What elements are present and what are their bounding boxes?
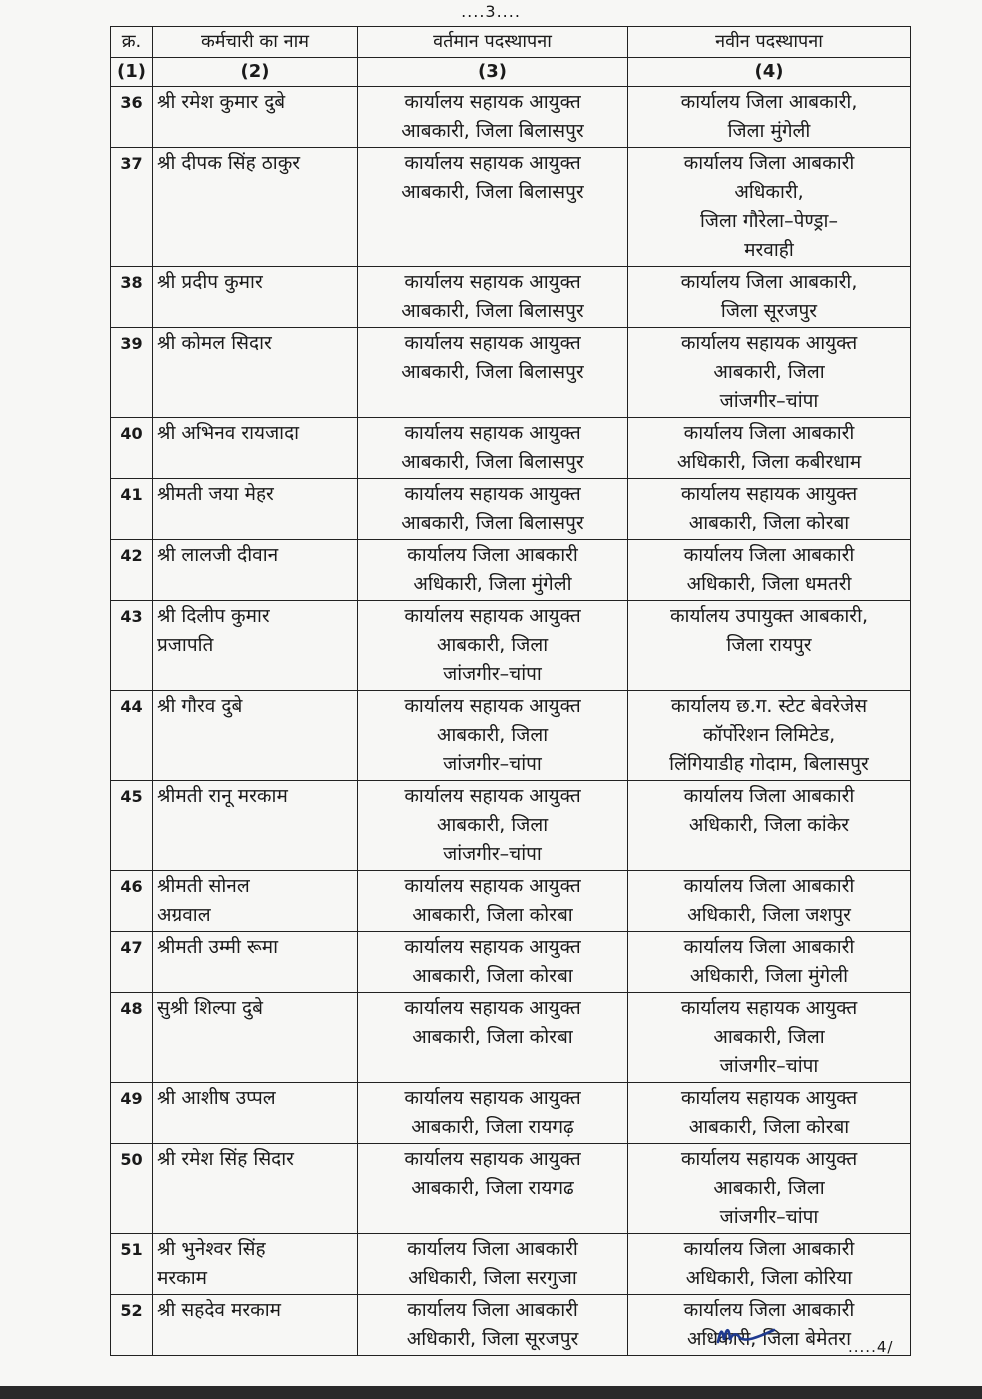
new-posting: [628, 1144, 911, 1234]
current-posting-line: आबकारी, जिला कोरबा: [412, 965, 573, 987]
serial-number: 48: [111, 993, 153, 1083]
new-posting-line: जिला रायपुर: [726, 634, 812, 656]
current-posting-line: कार्यालय सहायक आयुक्त: [404, 483, 581, 505]
employee-name: [153, 1144, 358, 1234]
current-posting: [358, 267, 628, 328]
new-posting: [628, 267, 911, 328]
employee-name-line: सुश्री शिल्पा दुबे: [157, 997, 263, 1019]
employee-name-line: श्री प्रदीप कुमार: [157, 271, 263, 293]
current-posting: [358, 540, 628, 601]
current-posting-line: कार्यालय सहायक आयुक्त: [404, 1148, 581, 1170]
employee-name: [153, 267, 358, 328]
new-posting-line: कार्यालय जिला आबकारी,: [680, 91, 858, 113]
header-sno: क्र.: [111, 27, 153, 58]
current-posting-line: आबकारी, जिला: [436, 724, 549, 746]
table-header-row: [111, 27, 911, 58]
current-posting-line: आबकारी, जिला बिलासपुर: [401, 120, 584, 142]
employee-name: [153, 418, 358, 479]
current-posting-line: कार्यालय सहायक आयुक्त: [404, 936, 581, 958]
current-posting-line: कार्यालय सहायक आयुक्त: [404, 271, 581, 293]
new-posting-line: जांजगीर–चांपा: [719, 1055, 819, 1077]
new-posting-line: कार्यालय जिला आबकारी: [683, 1299, 855, 1321]
current-posting-line: आबकारी, जिला: [436, 634, 549, 656]
current-posting-line: आबकारी, जिला: [436, 814, 549, 836]
new-posting-line: जिला गौरेला–पेण्ड्रा–: [700, 210, 838, 232]
employee-name-line: श्रीमती जया मेहर: [157, 483, 274, 505]
new-posting: [628, 540, 911, 601]
new-posting: [628, 871, 911, 932]
table-row: [111, 691, 911, 781]
new-posting-line: कार्यालय सहायक आयुक्त: [680, 997, 858, 1019]
new-posting-line: कार्यालय उपायुक्त आबकारी,: [669, 605, 869, 627]
current-posting-line: कार्यालय सहायक आयुक्त: [404, 695, 581, 717]
new-posting: [628, 87, 911, 148]
employee-name: [153, 781, 358, 871]
employee-name: [153, 993, 358, 1083]
employee-name-line: मरकाम: [157, 1267, 208, 1289]
current-posting: [358, 932, 628, 993]
new-posting-line: कार्यालय जिला आबकारी: [683, 875, 855, 897]
new-posting: [628, 781, 911, 871]
current-posting-line: कार्यालय सहायक आयुक्त: [404, 605, 581, 627]
employee-name: [153, 1234, 358, 1295]
column-number: (4): [628, 58, 911, 87]
current-posting: [358, 691, 628, 781]
new-posting-line: अधिकारी, जिला कबीरधाम: [676, 451, 862, 473]
serial-number: 43: [111, 601, 153, 691]
serial-number: 46: [111, 871, 153, 932]
current-posting-line: कार्यालय जिला आबकारी: [407, 544, 578, 566]
new-posting: [628, 691, 911, 781]
current-posting: [358, 479, 628, 540]
employee-name-line: श्री दीपक सिंह ठाकुर: [157, 152, 301, 174]
current-posting-line: कार्यालय सहायक आयुक्त: [404, 422, 581, 444]
new-posting-line: अधिकारी, जिला जशपुर: [687, 904, 851, 926]
new-posting-line: कार्यालय सहायक आयुक्त: [680, 332, 858, 354]
column-number: (1): [111, 58, 153, 87]
current-posting-line: अधिकारी, जिला मुंगेली: [413, 573, 572, 595]
current-posting: [358, 1295, 628, 1356]
new-posting-line: जांजगीर–चांपा: [719, 390, 819, 412]
next-page-marker: .....4/: [848, 1338, 894, 1356]
current-posting: [358, 1144, 628, 1234]
current-posting-line: कार्यालय जिला आबकारी: [407, 1238, 578, 1260]
new-posting: [628, 148, 911, 267]
header-employee-name: कर्मचारी का नाम: [153, 27, 358, 58]
transfer-table: [110, 26, 911, 1356]
table-row: [111, 1144, 911, 1234]
new-posting-line: आबकारी, जिला: [713, 361, 825, 383]
current-posting-line: आबकारी, जिला बिलासपुर: [401, 300, 584, 322]
table-row: [111, 87, 911, 148]
new-posting-line: कार्यालय जिला आबकारी: [683, 422, 855, 444]
new-posting-line: अधिकारी, जिला धमतरी: [686, 573, 852, 595]
employee-name-line: अग्रवाल: [157, 904, 211, 926]
current-posting-line: आबकारी, जिला बिलासपुर: [401, 361, 584, 383]
table-row: [111, 601, 911, 691]
new-posting-line: कार्यालय जिला आबकारी: [683, 544, 855, 566]
table-row: [111, 148, 911, 267]
serial-number: 51: [111, 1234, 153, 1295]
employee-name-line: श्री रमेश सिंह सिदार: [157, 1148, 294, 1170]
new-posting-line: लिंगियाडीह गोदाम, बिलासपुर: [669, 753, 869, 775]
current-posting: [358, 418, 628, 479]
serial-number: 36: [111, 87, 153, 148]
current-posting-line: अधिकारी, जिला सरगुजा: [408, 1267, 577, 1289]
employee-name: [153, 87, 358, 148]
column-number-row: [111, 58, 911, 87]
current-posting-line: कार्यालय सहायक आयुक्त: [404, 785, 581, 807]
current-posting: [358, 993, 628, 1083]
current-posting-line: जांजगीर–चांपा: [443, 663, 542, 685]
new-posting-line: आबकारी, जिला कोरबा: [688, 512, 850, 534]
new-posting-line: आबकारी, जिला: [713, 1177, 825, 1199]
current-posting: [358, 1083, 628, 1144]
employee-name-line: श्री भुनेश्वर सिंह: [157, 1238, 266, 1260]
employee-name-line: श्रीमती रानू मरकाम: [157, 785, 288, 807]
new-posting: [628, 418, 911, 479]
serial-number: 47: [111, 932, 153, 993]
new-posting-line: अधिकारी, जिला कोरिया: [685, 1267, 853, 1289]
serial-number: 49: [111, 1083, 153, 1144]
new-posting: [628, 1083, 911, 1144]
new-posting: [628, 993, 911, 1083]
new-posting-line: मरवाही: [744, 239, 794, 261]
current-posting-line: कार्यालय सहायक आयुक्त: [404, 91, 581, 113]
table-row: [111, 267, 911, 328]
new-posting-line: कार्यालय जिला आबकारी: [683, 1238, 855, 1260]
table-row: [111, 871, 911, 932]
new-posting: [628, 932, 911, 993]
current-posting: [358, 328, 628, 418]
current-posting: [358, 148, 628, 267]
table-row: [111, 781, 911, 871]
employee-name: [153, 871, 358, 932]
new-posting-line: जिला सूरजपुर: [720, 300, 818, 322]
employee-name: [153, 691, 358, 781]
employee-name: [153, 1295, 358, 1356]
employee-name-line: प्रजापति: [157, 634, 214, 656]
new-posting-line: कार्यालय सहायक आयुक्त: [680, 1087, 858, 1109]
serial-number: 38: [111, 267, 153, 328]
employee-name-line: श्री कोमल सिदार: [157, 332, 272, 354]
current-posting: [358, 871, 628, 932]
new-posting: [628, 1234, 911, 1295]
table-row: [111, 328, 911, 418]
current-posting-line: कार्यालय सहायक आयुक्त: [404, 997, 581, 1019]
current-posting-line: आबकारी, जिला बिलासपुर: [401, 451, 584, 473]
table-row: [111, 993, 911, 1083]
employee-name: [153, 148, 358, 267]
new-posting: [628, 328, 911, 418]
current-posting-line: जांजगीर–चांपा: [443, 753, 542, 775]
current-posting-line: कार्यालय जिला आबकारी: [407, 1299, 578, 1321]
serial-number: 40: [111, 418, 153, 479]
current-posting-line: आबकारी, जिला बिलासपुर: [401, 181, 584, 203]
current-posting-line: कार्यालय सहायक आयुक्त: [404, 1087, 581, 1109]
new-posting-line: अधिकारी, जिला कांकेर: [688, 814, 850, 836]
new-posting-line: आबकारी, जिला कोरबा: [688, 1116, 850, 1138]
new-posting-line: कार्यालय सहायक आयुक्त: [680, 483, 858, 505]
header-new-posting: नवीन पदस्थापना: [628, 27, 911, 58]
current-posting-line: अधिकारी, जिला सूरजपुर: [406, 1328, 579, 1350]
employee-name-line: श्री गौरव दुबे: [157, 695, 243, 717]
table-row: [111, 540, 911, 601]
new-posting: [628, 601, 911, 691]
employee-name: [153, 601, 358, 691]
current-posting-line: कार्यालय सहायक आयुक्त: [404, 875, 581, 897]
new-posting-line: कार्यालय जिला आबकारी: [683, 936, 855, 958]
column-number: (3): [358, 58, 628, 87]
serial-number: 42: [111, 540, 153, 601]
current-posting: [358, 1234, 628, 1295]
new-posting-line: जिला मुंगेली: [727, 120, 811, 142]
current-posting: [358, 601, 628, 691]
current-posting-line: कार्यालय सहायक आयुक्त: [404, 332, 581, 354]
employee-name-line: श्री लालजी दीवान: [157, 544, 279, 566]
new-posting-line: जांजगीर–चांपा: [719, 1206, 819, 1228]
new-posting-line: अधिकारी, जिला बेमेतरा: [686, 1328, 851, 1350]
new-posting-line: कार्यालय छ.ग. स्टेट बेवरेजेस: [670, 695, 868, 717]
current-posting-line: आबकारी, जिला बिलासपुर: [401, 512, 584, 534]
employee-name-line: श्रीमती सोनल: [157, 875, 250, 897]
current-posting: [358, 87, 628, 148]
current-posting-line: आबकारी, जिला कोरबा: [412, 904, 573, 926]
employee-name-line: श्री आशीष उप्पल: [157, 1087, 276, 1109]
employee-name: [153, 932, 358, 993]
employee-name-line: श्री दिलीप कुमार: [157, 605, 270, 627]
new-posting-line: अधिकारी, जिला मुंगेली: [689, 965, 849, 987]
employee-name: [153, 540, 358, 601]
serial-number: 52: [111, 1295, 153, 1356]
serial-number: 41: [111, 479, 153, 540]
employee-name: [153, 328, 358, 418]
serial-number: 44: [111, 691, 153, 781]
new-posting-line: अधिकारी,: [734, 181, 804, 203]
page-number-top: ....3....: [461, 2, 521, 21]
current-posting: [358, 781, 628, 871]
current-posting-line: आबकारी, जिला रायगढ: [411, 1177, 574, 1199]
table-row: [111, 932, 911, 993]
new-posting-line: कार्यालय जिला आबकारी,: [680, 271, 858, 293]
employee-name: [153, 1083, 358, 1144]
new-posting-line: आबकारी, जिला: [713, 1026, 825, 1048]
column-number: (2): [153, 58, 358, 87]
serial-number: 37: [111, 148, 153, 267]
employee-name-line: श्री अभिनव रायजादा: [157, 422, 300, 444]
employee-name-line: श्रीमती उम्मी रूमा: [157, 936, 278, 958]
new-posting-line: कार्यालय जिला आबकारी: [683, 152, 855, 174]
current-posting-line: आबकारी, जिला रायगढ़: [411, 1116, 574, 1138]
current-posting-line: जांजगीर–चांपा: [443, 843, 542, 865]
serial-number: 39: [111, 328, 153, 418]
employee-name-line: श्री रमेश कुमार दुबे: [157, 91, 286, 113]
header-current-posting: वर्तमान पदस्थापना: [358, 27, 628, 58]
new-posting: [628, 479, 911, 540]
current-posting-line: कार्यालय सहायक आयुक्त: [404, 152, 581, 174]
scan-bottom-edge: [0, 1386, 982, 1399]
table-row: [111, 418, 911, 479]
serial-number: 50: [111, 1144, 153, 1234]
table-row: [111, 1234, 911, 1295]
new-posting-line: कार्यालय जिला आबकारी: [683, 785, 855, 807]
new-posting-line: कार्यालय सहायक आयुक्त: [680, 1148, 858, 1170]
new-posting-line: कॉर्पोरेशन लिमिटेड,: [702, 724, 836, 746]
current-posting-line: आबकारी, जिला कोरबा: [412, 1026, 573, 1048]
table-row: [111, 1295, 911, 1356]
signature-initials: [712, 1318, 782, 1348]
employee-name-line: श्री सहदेव मरकाम: [157, 1299, 282, 1321]
employee-name: [153, 479, 358, 540]
table-row: [111, 1083, 911, 1144]
serial-number: 45: [111, 781, 153, 871]
table-row: [111, 479, 911, 540]
